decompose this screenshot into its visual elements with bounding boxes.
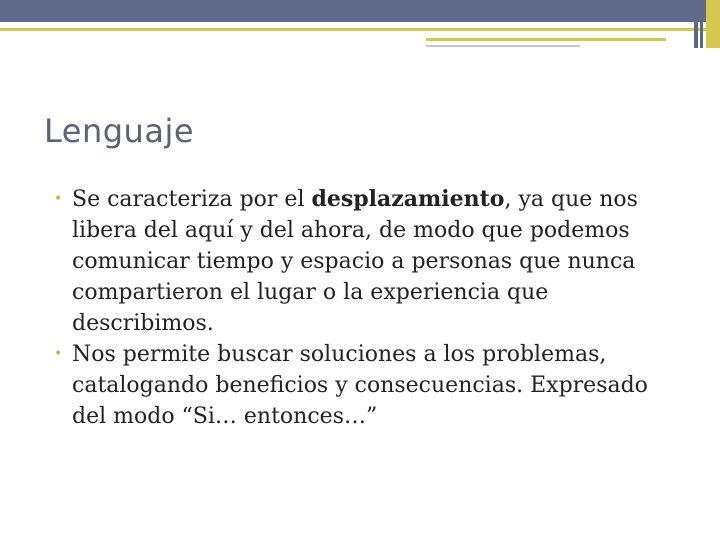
accent-stripe-short	[426, 38, 666, 41]
bullet-text: Nos permite buscar soluciones a los problemas, catalogando beneficios y consecuencias. Expresado del modo “Si… entonces…”	[72, 342, 648, 429]
corner-bars	[694, 0, 720, 48]
bullet-bold-text: desplazamiento	[311, 186, 505, 212]
corner-bar	[706, 0, 720, 48]
bullet-item	[54, 184, 684, 339]
slide-title: Lenguaje	[44, 112, 195, 150]
bullet-icon: •	[54, 346, 63, 362]
top-band	[0, 0, 720, 22]
bullet-text: , ya que nos libera del aquí y del ahora, de modo que podemos comunicar tiempo y espacio a personas que nunca compartieron el lugar o la experiencia que describimos.	[72, 187, 638, 336]
bullet-item	[54, 339, 684, 432]
gray-stripe	[426, 45, 580, 47]
corner-bar	[694, 0, 698, 48]
accent-stripe	[0, 28, 720, 31]
bullet-text: Se caracteriza por el	[72, 187, 312, 212]
bullet-list	[54, 184, 684, 432]
bullet-icon: •	[54, 191, 63, 207]
corner-bar	[700, 0, 703, 48]
